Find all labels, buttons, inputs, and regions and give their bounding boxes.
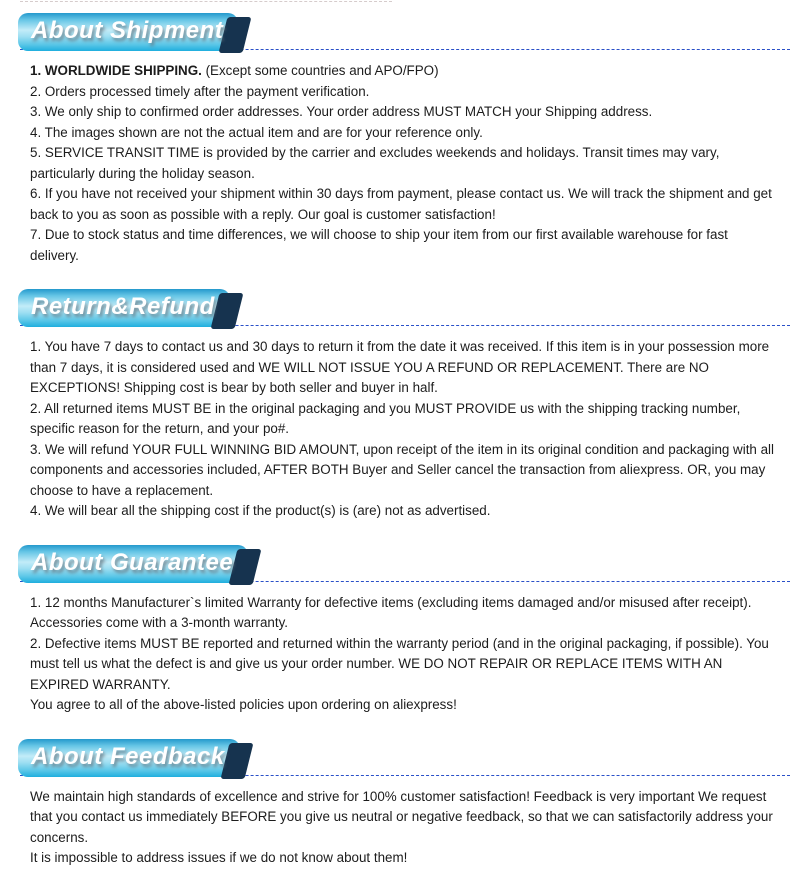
policy-line: 4. The images shown are not the actual item and are for your reference only. <box>30 124 483 140</box>
policy-page <box>0 1 800 865</box>
banner-shadow <box>219 17 252 53</box>
policy-line: 2. All returned items MUST BE in the original packaging and you MUST PROVIDE us with the shipping tracking number, specific reason for the return, and your po#. <box>30 400 741 436</box>
policy-line: 7. Due to stock status and time differences, we will choose to ship your item from our first available warehouse for fast delivery. <box>30 227 728 263</box>
section-banner <box>18 739 240 777</box>
section-shipment-header <box>18 13 790 52</box>
section-feedback-body <box>0 778 800 881</box>
section-banner <box>18 13 238 51</box>
section-banner <box>18 289 230 327</box>
section-return-refund <box>0 289 800 534</box>
section-feedback-header <box>18 739 790 778</box>
policy-line: It is impossible to address issues if we do not know about them! <box>30 850 408 865</box>
policy-line <box>30 61 775 82</box>
policy-line-rest: (Except some countries and APO/FPO) <box>201 63 439 78</box>
section-feedback <box>0 739 800 881</box>
section-guarantee <box>0 545 800 728</box>
policy-line: 6. If you have not received your shipment within 30 days from payment, please contact us. We will track the shipment and get back to you as soon as possible with a reply. Our goal is customer satisfaction! <box>30 186 772 222</box>
top-dashed-remnant <box>20 1 392 2</box>
section-shipment-body <box>0 52 800 278</box>
policy-line: 2. Orders processed timely after the payment verification. <box>30 83 370 99</box>
policy-line: We maintain high standards of excellence and strive for 100% customer satisfaction! Feedback is very important We request that you contact us immediately BEFORE you give us neutral or negative feedback, so that we can satisfactorily address your concerns. <box>30 788 773 845</box>
section-return-refund-header <box>18 289 790 328</box>
policy-line: 4. We will bear all the shipping cost if the product(s) is (are) not as advertised. <box>30 503 491 518</box>
policy-line: 3. We only ship to confirmed order addresses. Your order address MUST MATCH your Shipping address. <box>30 104 653 119</box>
section-title: About Guarantee <box>31 548 234 576</box>
section-guarantee-body <box>0 584 800 728</box>
policy-line: 1. 12 months Manufacturer`s limited Warranty for defective items (excluding items damaged and/or misused after receipt). Accessories come with a 3-month warranty. <box>30 594 752 630</box>
banner-shadow <box>229 549 262 585</box>
section-guarantee-header <box>18 545 790 584</box>
section-title: About Shipment <box>31 17 224 44</box>
policy-line: 2. Defective items MUST BE reported and returned within the warranty period (and in the original packaging, if possible). You must tell us what the defect is and give us your order number. WE DO NOT REPAIR OR REPLACE ITEMS WITH AN EXPIRED WARRANTY. <box>30 635 769 692</box>
section-return-refund-body <box>0 328 800 534</box>
section-title: About Feedback <box>31 742 225 770</box>
policy-line: 1. You have 7 days to contact us and 30 days to return it from the date it was received. If this item is in your possession more than 7 days, it is considered used and WE WILL NOT ISSUE YOU A REFUND OR REPLACEMENT. There are NO EXCEPTIONS! Shipping cost is bear by both seller and buyer in half. <box>30 339 770 395</box>
policy-line: You agree to all of the above-listed policies upon ordering on aliexpress! <box>30 697 457 712</box>
banner-shadow <box>210 293 243 329</box>
policy-line: 3. We will refund YOUR FULL WINNING BID AMOUNT, upon receipt of the item in its original condition and packaging with all components and accessories included, AFTER BOTH Buyer and Seller cancel the transaction from aliexpress. OR, you may choose to have a replacement. <box>30 441 774 498</box>
policy-line-bold: 1. WORLDWIDE SHIPPING. <box>30 63 202 78</box>
section-shipment <box>0 13 800 278</box>
section-title: Return&Refund <box>31 293 215 320</box>
section-banner <box>18 545 248 583</box>
policy-line: 5. SERVICE TRANSIT TIME is provided by the carrier and excludes weekends and holidays. Transit times may vary, particularly during the holiday season. <box>30 145 720 181</box>
